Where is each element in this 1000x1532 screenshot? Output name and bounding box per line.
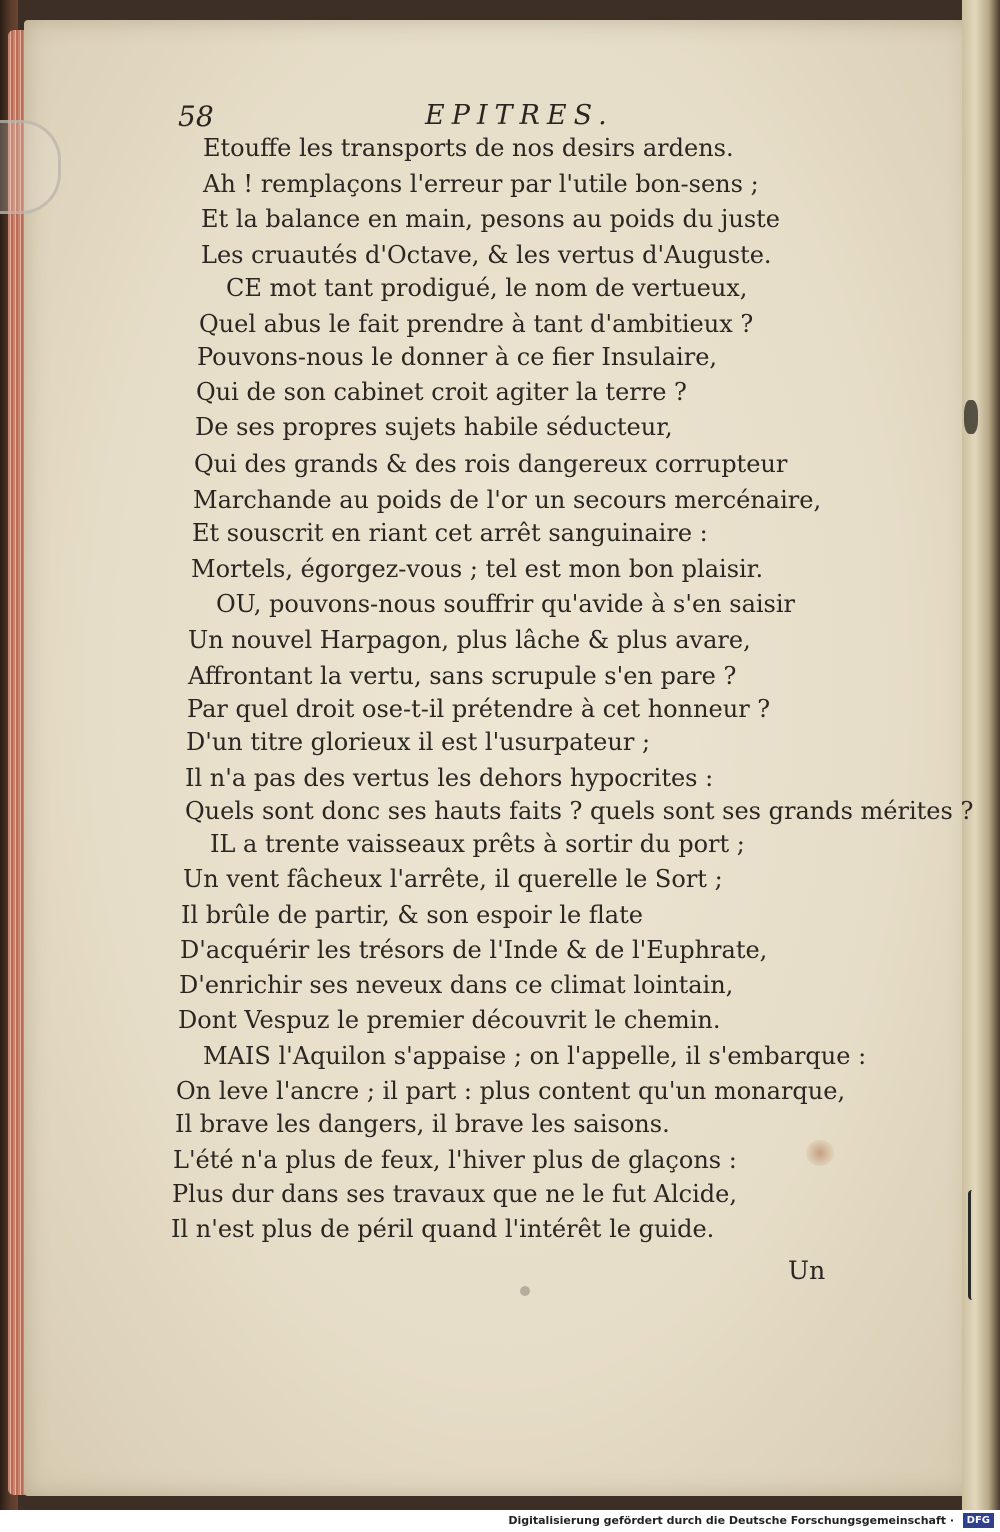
poem-line: Les cruautés d'Octave, & les vertus d'Auguste. xyxy=(201,241,772,269)
poem-line: Un vent fâcheux l'arrête, il querelle le Sort ; xyxy=(183,865,723,893)
poem-line: Pouvons-nous le donner à ce fier Insulaire, xyxy=(197,343,718,371)
poem-line: Qui de son cabinet croit agiter la terre ? xyxy=(196,378,687,406)
poem-line: OU, pouvons-nous souffrir qu'avide à s'en saisir xyxy=(216,590,796,618)
poem-line: L'été n'a plus de feux, l'hiver plus de glaçons : xyxy=(173,1146,737,1174)
poem-line: MAIS l'Aquilon s'appaise ; on l'appelle, il s'embarque : xyxy=(203,1042,867,1070)
poem-line: Quel abus le fait prendre à tant d'ambitieux ? xyxy=(199,310,754,338)
dfg-logo: DFG xyxy=(963,1513,994,1528)
poem-line: On leve l'ancre ; il part : plus content qu'un monarque, xyxy=(176,1077,846,1105)
poem-line: Etouffe les transports de nos desirs ardens. xyxy=(203,134,734,162)
poem-line: IL a trente vaisseaux prêts à sortir du port ; xyxy=(210,830,745,858)
poem-line: Il n'a pas des vertus les dehors hypocrites : xyxy=(185,764,714,792)
running-head: EPITRES. xyxy=(425,100,614,131)
poem-line: De ses propres sujets habile séducteur, xyxy=(195,413,673,441)
binding-mark xyxy=(964,400,978,434)
poem-line: Marchande au poids de l'or un secours mercénaire, xyxy=(193,486,822,514)
poem-line: Et la balance en main, pesons au poids du juste xyxy=(201,205,780,233)
poem-line: Quels sont donc ses hauts faits ? quels sont ses grands mérites ? xyxy=(185,797,974,825)
foxing-stain xyxy=(806,1140,834,1166)
poem-line: Il n'est plus de péril quand l'intérêt le guide. xyxy=(171,1215,715,1243)
poem-line: D'un titre glorieux il est l'usurpateur ; xyxy=(186,728,651,756)
poem-line: Dont Vespuz le premier découvrit le chemin. xyxy=(178,1006,721,1034)
poem-line: Affrontant la vertu, sans scrupule s'en pare ? xyxy=(188,662,737,690)
poem-line: D'acquérir les trésors de l'Inde & de l'Euphrate, xyxy=(180,936,768,964)
page-number: 58 xyxy=(178,100,214,133)
poem-line: Qui des grands & des rois dangereux corrupteur xyxy=(194,450,788,478)
poem-line: Il brûle de partir, & son espoir le flate xyxy=(181,901,643,929)
catchword: Un xyxy=(788,1256,826,1285)
poem-line: D'enrichir ses neveux dans ce climat lointain, xyxy=(179,971,734,999)
poem-line: Plus dur dans ses travaux que ne le fut Alcide, xyxy=(172,1180,737,1208)
poem-line: CE mot tant prodigué, le nom de vertueux, xyxy=(226,274,748,302)
poem-line: Un nouvel Harpagon, plus lâche & plus avare, xyxy=(188,626,751,654)
poem-line: Mortels, égorgez-vous ; tel est mon bon plaisir. xyxy=(191,555,764,583)
poem-line: Ah ! remplaçons l'erreur par l'utile bon-sens ; xyxy=(203,170,759,198)
funding-credit: Digitalisierung gefördert durch die Deutsche Forschungsgemeinschaft · xyxy=(508,1514,954,1527)
ink-speck xyxy=(520,1286,530,1296)
poem-line: Par quel droit ose-t-il prétendre à cet honneur ? xyxy=(187,695,771,723)
poem-line: Il brave les dangers, il brave les saisons. xyxy=(175,1110,670,1138)
poem-line: Et souscrit en riant cet arrêt sanguinaire : xyxy=(192,519,708,547)
footer-bar xyxy=(0,1510,1000,1532)
bookmark-string xyxy=(968,1190,977,1300)
